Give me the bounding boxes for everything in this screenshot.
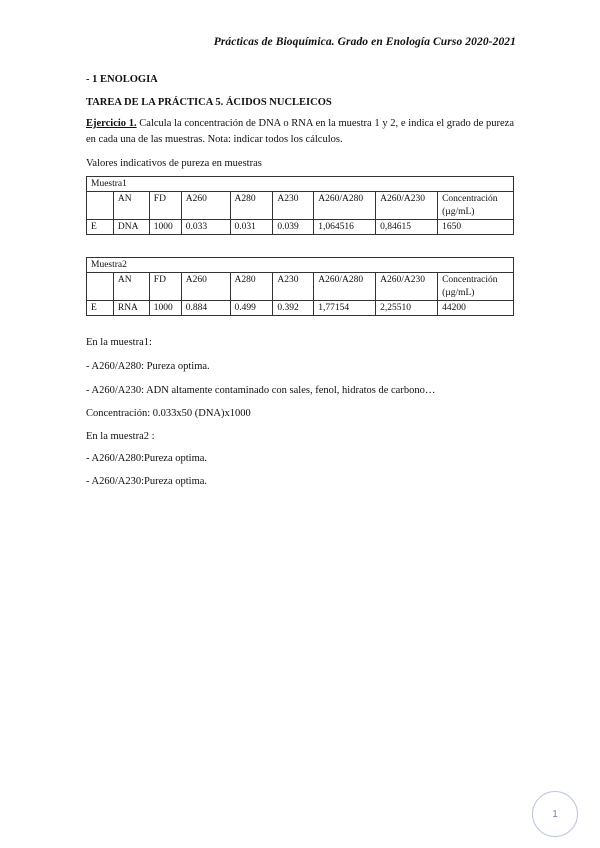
- page-number-badge: [532, 791, 578, 837]
- table-cell: 0.039: [273, 220, 314, 235]
- table-cell: 1000: [149, 301, 181, 316]
- task-title: TAREA DE LA PRÁCTICA 5. ÁCIDOS NUCLEICOS: [86, 97, 332, 108]
- table-cell: 0.031: [230, 220, 273, 235]
- table-cell: E: [87, 301, 114, 316]
- table-cell: 0.033: [181, 220, 230, 235]
- sample1-header-row: [87, 192, 514, 220]
- exercise-paragraph: [86, 116, 514, 148]
- table-cell: 0.392: [273, 301, 314, 316]
- values-caption: Valores indicativos de pureza en muestras: [86, 158, 262, 169]
- note-line: - A260/A280: Pureza optima.: [86, 361, 210, 372]
- note-line: Concentración: 0.033x50 (DNA)x1000: [86, 408, 251, 419]
- note-line: - A260/A230:Pureza optima.: [86, 476, 208, 487]
- note-line: - A260/A230: ADN altamente contaminado con sales, fenol, hidratos de carbono…: [86, 385, 436, 396]
- table-cell: 0.884: [181, 301, 230, 316]
- col-header: A260: [181, 273, 230, 301]
- col-header: AN: [113, 273, 149, 301]
- col-header: FD: [149, 273, 181, 301]
- table-cell: 0,84615: [376, 220, 438, 235]
- col-header: [87, 192, 114, 220]
- note-line: En la muestra2 :: [86, 431, 155, 442]
- col-header: A230: [273, 192, 314, 220]
- sample2-table: [86, 257, 514, 316]
- table-cell: DNA: [113, 220, 149, 235]
- col-header: FD: [149, 192, 181, 220]
- exercise-label: Ejercicio 1.: [86, 118, 137, 129]
- col-header: A230: [273, 273, 314, 301]
- col-header: A260/A280: [314, 273, 376, 301]
- sample2-header-row: [87, 273, 514, 301]
- table-cell: 1,064516: [314, 220, 376, 235]
- section-label: - 1 ENOLOGIA: [86, 74, 158, 85]
- table-row: [87, 220, 514, 235]
- table-row: [87, 301, 514, 316]
- col-header: A260/A280: [314, 192, 376, 220]
- table-cell: 0.499: [230, 301, 273, 316]
- exercise-text: Calcula la concentración de DNA o RNA en la muestra 1 y 2, e indica el grado de pureza en cada una de las muestras. Nota: indicar todos los cálculos.: [86, 118, 514, 145]
- sample1-title: Muestra1: [87, 177, 514, 192]
- table-cell: 44200: [438, 301, 514, 316]
- table-cell: RNA: [113, 301, 149, 316]
- col-header: AN: [113, 192, 149, 220]
- table-cell: E: [87, 220, 114, 235]
- col-header: [87, 273, 114, 301]
- col-header: A260: [181, 192, 230, 220]
- col-header: A280: [230, 192, 273, 220]
- col-header: Concentración (µg/mL): [438, 192, 514, 220]
- table-cell: 2,25510: [376, 301, 438, 316]
- col-header: Concentración (µg/mL): [438, 273, 514, 301]
- page-header: Prácticas de Bioquímica. Grado en Enología Curso 2020-2021: [213, 36, 516, 48]
- col-header: A260/A230: [376, 273, 438, 301]
- table-cell: 1000: [149, 220, 181, 235]
- sample2-title: Muestra2: [87, 258, 514, 273]
- page-number: 1: [552, 808, 558, 820]
- note-line: - A260/A280:Pureza optima.: [86, 453, 208, 464]
- sample1-table: [86, 176, 514, 235]
- note-line: En la muestra1:: [86, 337, 152, 348]
- col-header: A260/A230: [376, 192, 438, 220]
- table-cell: 1650: [438, 220, 514, 235]
- col-header: A280: [230, 273, 273, 301]
- table-cell: 1,77154: [314, 301, 376, 316]
